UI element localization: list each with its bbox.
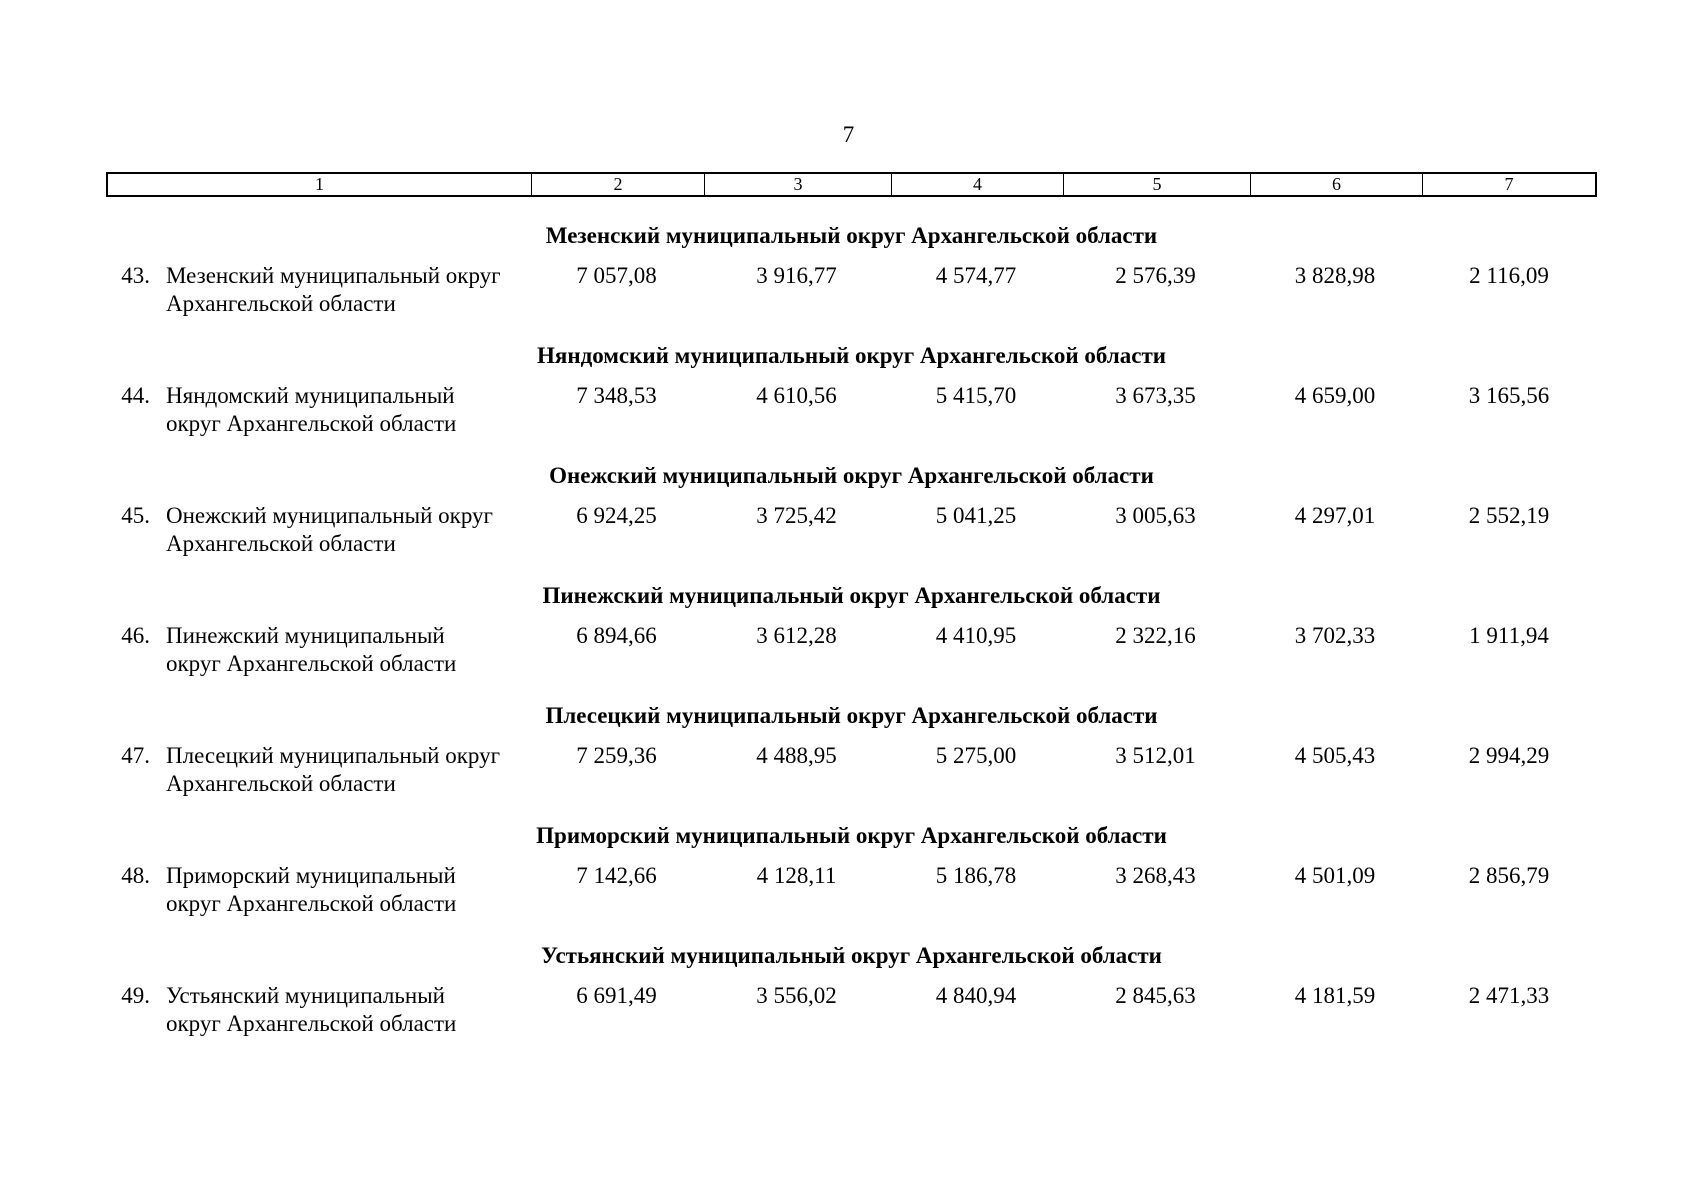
column-header-6: 6: [1251, 174, 1423, 195]
district-name-line: Архангельской области: [166, 291, 396, 316]
section-title: Устьянский муниципальный округ Архангельской области: [541, 943, 1162, 968]
district-name-line: округ Архангельской области: [166, 651, 457, 676]
section-title: Приморский муниципальный округ Архангельской области: [536, 823, 1167, 848]
district-section: [106, 702, 1597, 822]
value-col-4: 4 840,94: [935, 983, 1017, 1008]
district-name-line: Устьянский муниципальный: [166, 983, 445, 1008]
column-header-1: 1: [108, 174, 532, 195]
value-col-5: 2 322,16: [1115, 623, 1196, 648]
value-col-2: 7 259,36: [576, 743, 657, 768]
value-col-5: 2 576,39: [1115, 263, 1196, 288]
value-col-3: 4 610,56: [756, 383, 837, 408]
district-section: [106, 342, 1597, 462]
value-col-5: 2 845,63: [1115, 983, 1196, 1008]
section-title: Мезенский муниципальный округ Архангельской области: [545, 223, 1158, 248]
value-col-4: 5 041,25: [935, 503, 1017, 528]
value-col-3: 3 916,77: [756, 263, 837, 288]
value-col-2: 7 057,08: [576, 263, 657, 288]
value-col-5: 3 005,63: [1115, 503, 1196, 528]
column-header-4: 4: [892, 174, 1064, 195]
value-col-2: 6 924,25: [576, 503, 657, 528]
district-name: [166, 502, 536, 558]
value-col-4: 5 415,70: [935, 383, 1017, 408]
district-name-line: округ Архангельской области: [166, 1011, 457, 1036]
district-section: [106, 582, 1597, 702]
value-col-7: 2 552,19: [1468, 503, 1550, 528]
row-number: 43.: [121, 263, 150, 288]
row-number: 45.: [121, 503, 150, 528]
value-col-7: 2 116,09: [1469, 263, 1549, 288]
value-col-4: 5 186,78: [935, 863, 1017, 888]
value-col-3: 3 612,28: [756, 623, 837, 648]
column-header-3: 3: [705, 174, 892, 195]
district-section: [106, 222, 1597, 342]
row-number: 47.: [121, 743, 150, 768]
district-section: [106, 942, 1597, 1062]
section-title: Няндомский муниципальный округ Архангельской области: [536, 343, 1167, 368]
district-name-line: Няндомский муниципальный: [166, 383, 455, 408]
district-name-line: Онежский муниципальный округ: [166, 503, 493, 528]
value-col-7: 2 994,29: [1468, 743, 1550, 768]
value-col-6: 3 828,98: [1294, 263, 1376, 288]
value-col-4: 4 410,95: [935, 623, 1017, 648]
value-col-3: 3 556,02: [756, 983, 837, 1008]
value-col-7: 1 911,94: [1469, 623, 1549, 648]
district-name-line: округ Архангельской области: [166, 891, 457, 916]
column-header-2: 2: [532, 174, 705, 195]
row-number: 46.: [121, 623, 150, 648]
district-name-line: Приморский муниципальный: [166, 863, 456, 888]
column-header-7: 7: [1504, 174, 1514, 194]
district-name: [166, 382, 536, 438]
section-title: Онежский муниципальный округ Архангельской области: [549, 463, 1154, 488]
value-col-4: 4 574,77: [935, 263, 1017, 288]
district-name: [166, 622, 536, 678]
column-header-row: [106, 172, 1597, 197]
district-name: [166, 262, 536, 318]
district-name-line: округ Архангельской области: [166, 411, 457, 436]
value-col-7: 2 856,79: [1468, 863, 1550, 888]
district-name-line: Плесецкий муниципальный округ: [166, 743, 501, 768]
value-col-6: 4 659,00: [1294, 383, 1376, 408]
value-col-7: 3 165,56: [1468, 383, 1550, 408]
district-name-line: Архангельской области: [166, 771, 396, 796]
row-number: 48.: [121, 863, 150, 888]
column-header-5: 5: [1064, 174, 1251, 195]
value-col-6: 4 501,09: [1294, 863, 1376, 888]
district-name: [166, 862, 536, 918]
value-col-6: 4 181,59: [1294, 983, 1376, 1008]
value-col-6: 3 702,33: [1294, 623, 1376, 648]
value-col-6: 4 505,43: [1294, 743, 1376, 768]
value-col-3: 3 725,42: [756, 503, 837, 528]
district-section: [106, 822, 1597, 942]
value-col-5: 3 512,01: [1115, 743, 1196, 768]
value-col-4: 5 275,00: [935, 743, 1017, 768]
district-name-line: Мезенский муниципальный округ: [166, 263, 501, 288]
district-name: [166, 982, 536, 1038]
district-name: [166, 742, 536, 798]
value-col-6: 4 297,01: [1294, 503, 1376, 528]
row-number: 49.: [121, 983, 150, 1008]
value-col-2: 7 142,66: [576, 863, 657, 888]
section-title: Плесецкий муниципальный округ Архангельской области: [545, 703, 1158, 728]
district-name-line: Архангельской области: [166, 531, 396, 556]
section-title: Пинежский муниципальный округ Архангельской области: [542, 583, 1161, 608]
value-col-5: 3 673,35: [1115, 383, 1196, 408]
value-col-2: 6 894,66: [576, 623, 657, 648]
value-col-3: 4 128,11: [756, 863, 837, 888]
district-name-line: Пинежский муниципальный: [166, 623, 445, 648]
district-section: [106, 462, 1597, 582]
row-number: 44.: [121, 383, 150, 408]
value-col-3: 4 488,95: [756, 743, 837, 768]
value-col-2: 6 691,49: [576, 983, 657, 1008]
value-col-7: 2 471,33: [1468, 983, 1550, 1008]
page-number: 7: [842, 122, 855, 147]
value-col-2: 7 348,53: [576, 383, 657, 408]
value-col-5: 3 268,43: [1115, 863, 1196, 888]
